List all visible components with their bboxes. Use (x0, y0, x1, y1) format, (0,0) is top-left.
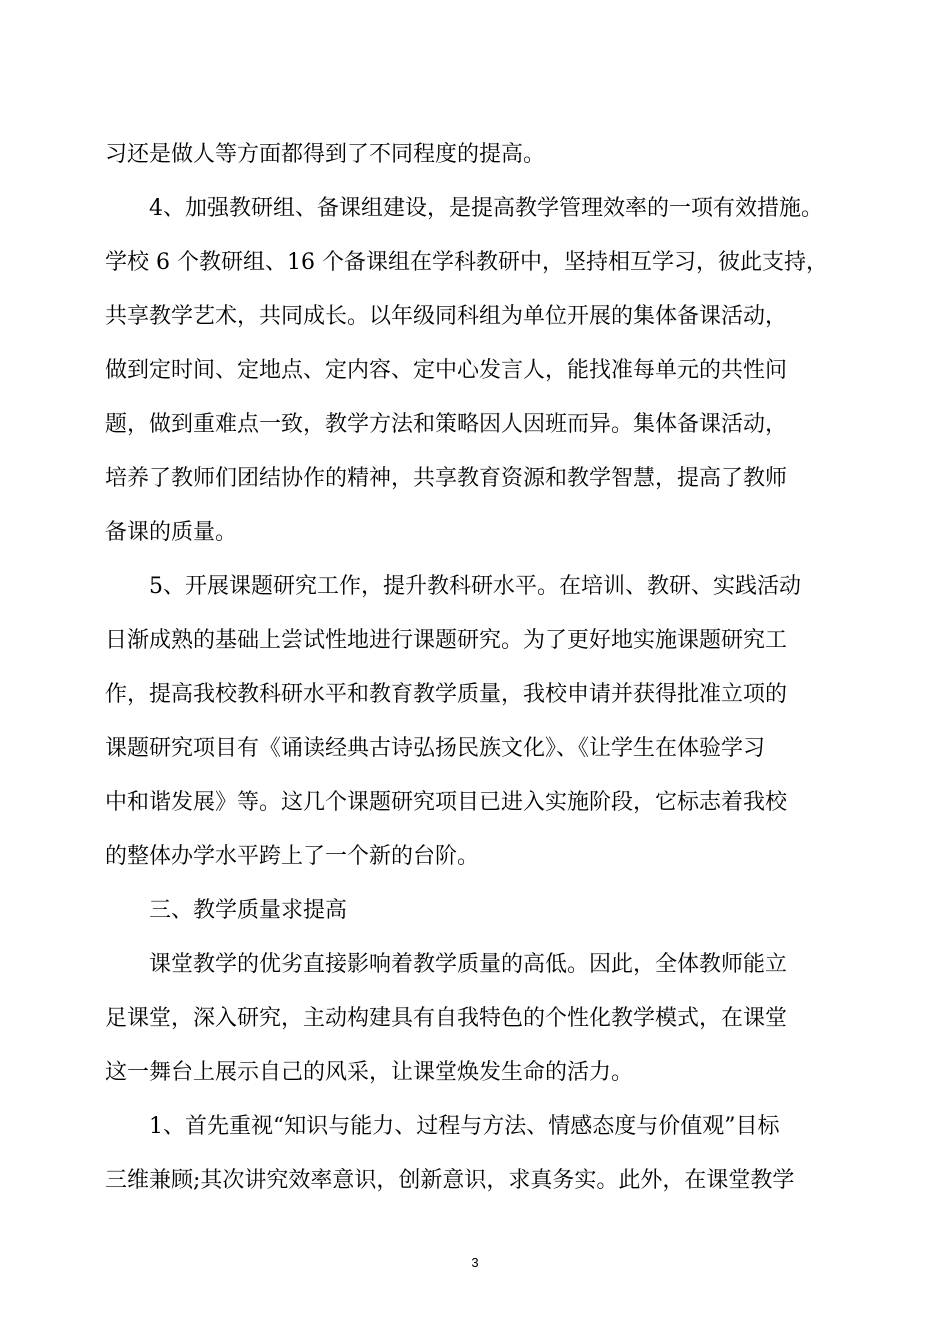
text-line-2: 4、加强教研组、备课组建设，是提高教学管理效率的一项有效措施。 (149, 196, 823, 221)
text-line-8: 备课的质量。 (105, 520, 238, 545)
text-line-4: 共享教学艺术，共同成长。以年级同科组为单位开展的集体备课活动， (105, 304, 788, 329)
text-line-16: 课堂教学的优劣直接影响着教学质量的高低。因此，全体教师能立 (149, 952, 788, 977)
text-line-19: 1、首先重视“知识与能力、过程与方法、情感态度与价值观”目标 (149, 1114, 780, 1139)
text-line-3: 学校 6 个教研组、16 个备课组在学科教研中，坚持相互学习，彼此支持， (105, 250, 828, 275)
text-line-7: 培养了教师们团结协作的精神，共享教育资源和教学智慧，提高了教师 (105, 466, 788, 491)
text-line-13: 中和谐发展》等。这几个课题研究项目已进入实施阶段，它标志着我校 (105, 790, 788, 815)
text-line-6: 题，做到重难点一致，教学方法和策略因人因班而异。集体备课活动， (105, 412, 788, 437)
text-line-5: 做到定时间、定地点、定内容、定中心发言人，能找准每单元的共性问 (105, 358, 788, 383)
text-line-11: 作，提高我校教科研水平和教育教学质量，我校申请并获得批准立项的 (105, 682, 788, 707)
text-line-20: 三维兼顾;其次讲究效率意识，创新意识，求真务实。此外，在课堂教学 (105, 1168, 795, 1193)
page-number: 3 (471, 1255, 479, 1270)
text-line-14: 的整体办学水平跨上了一个新的台阶。 (105, 844, 480, 869)
text-line-12: 课题研究项目有《诵读经典古诗弘扬民族文化》、《让学生在体验学习 (105, 736, 766, 761)
text-line-10: 日渐成熟的基础上尝试性地进行课题研究。为了更好地实施课题研究工 (105, 628, 788, 653)
section-heading: 三、教学质量求提高 (149, 898, 348, 923)
text-line-17: 足课堂，深入研究，主动构建具有自我特色的个性化教学模式，在课堂 (105, 1006, 788, 1031)
text-line-18: 这一舞台上展示自己的风采，让课堂焕发生命的活力。 (105, 1060, 634, 1085)
text-line-1: 习还是做人等方面都得到了不同程度的提高。 (105, 142, 546, 167)
text-line-9: 5、开展课题研究工作，提升教科研水平。在培训、教研、实践活动 (149, 574, 801, 599)
